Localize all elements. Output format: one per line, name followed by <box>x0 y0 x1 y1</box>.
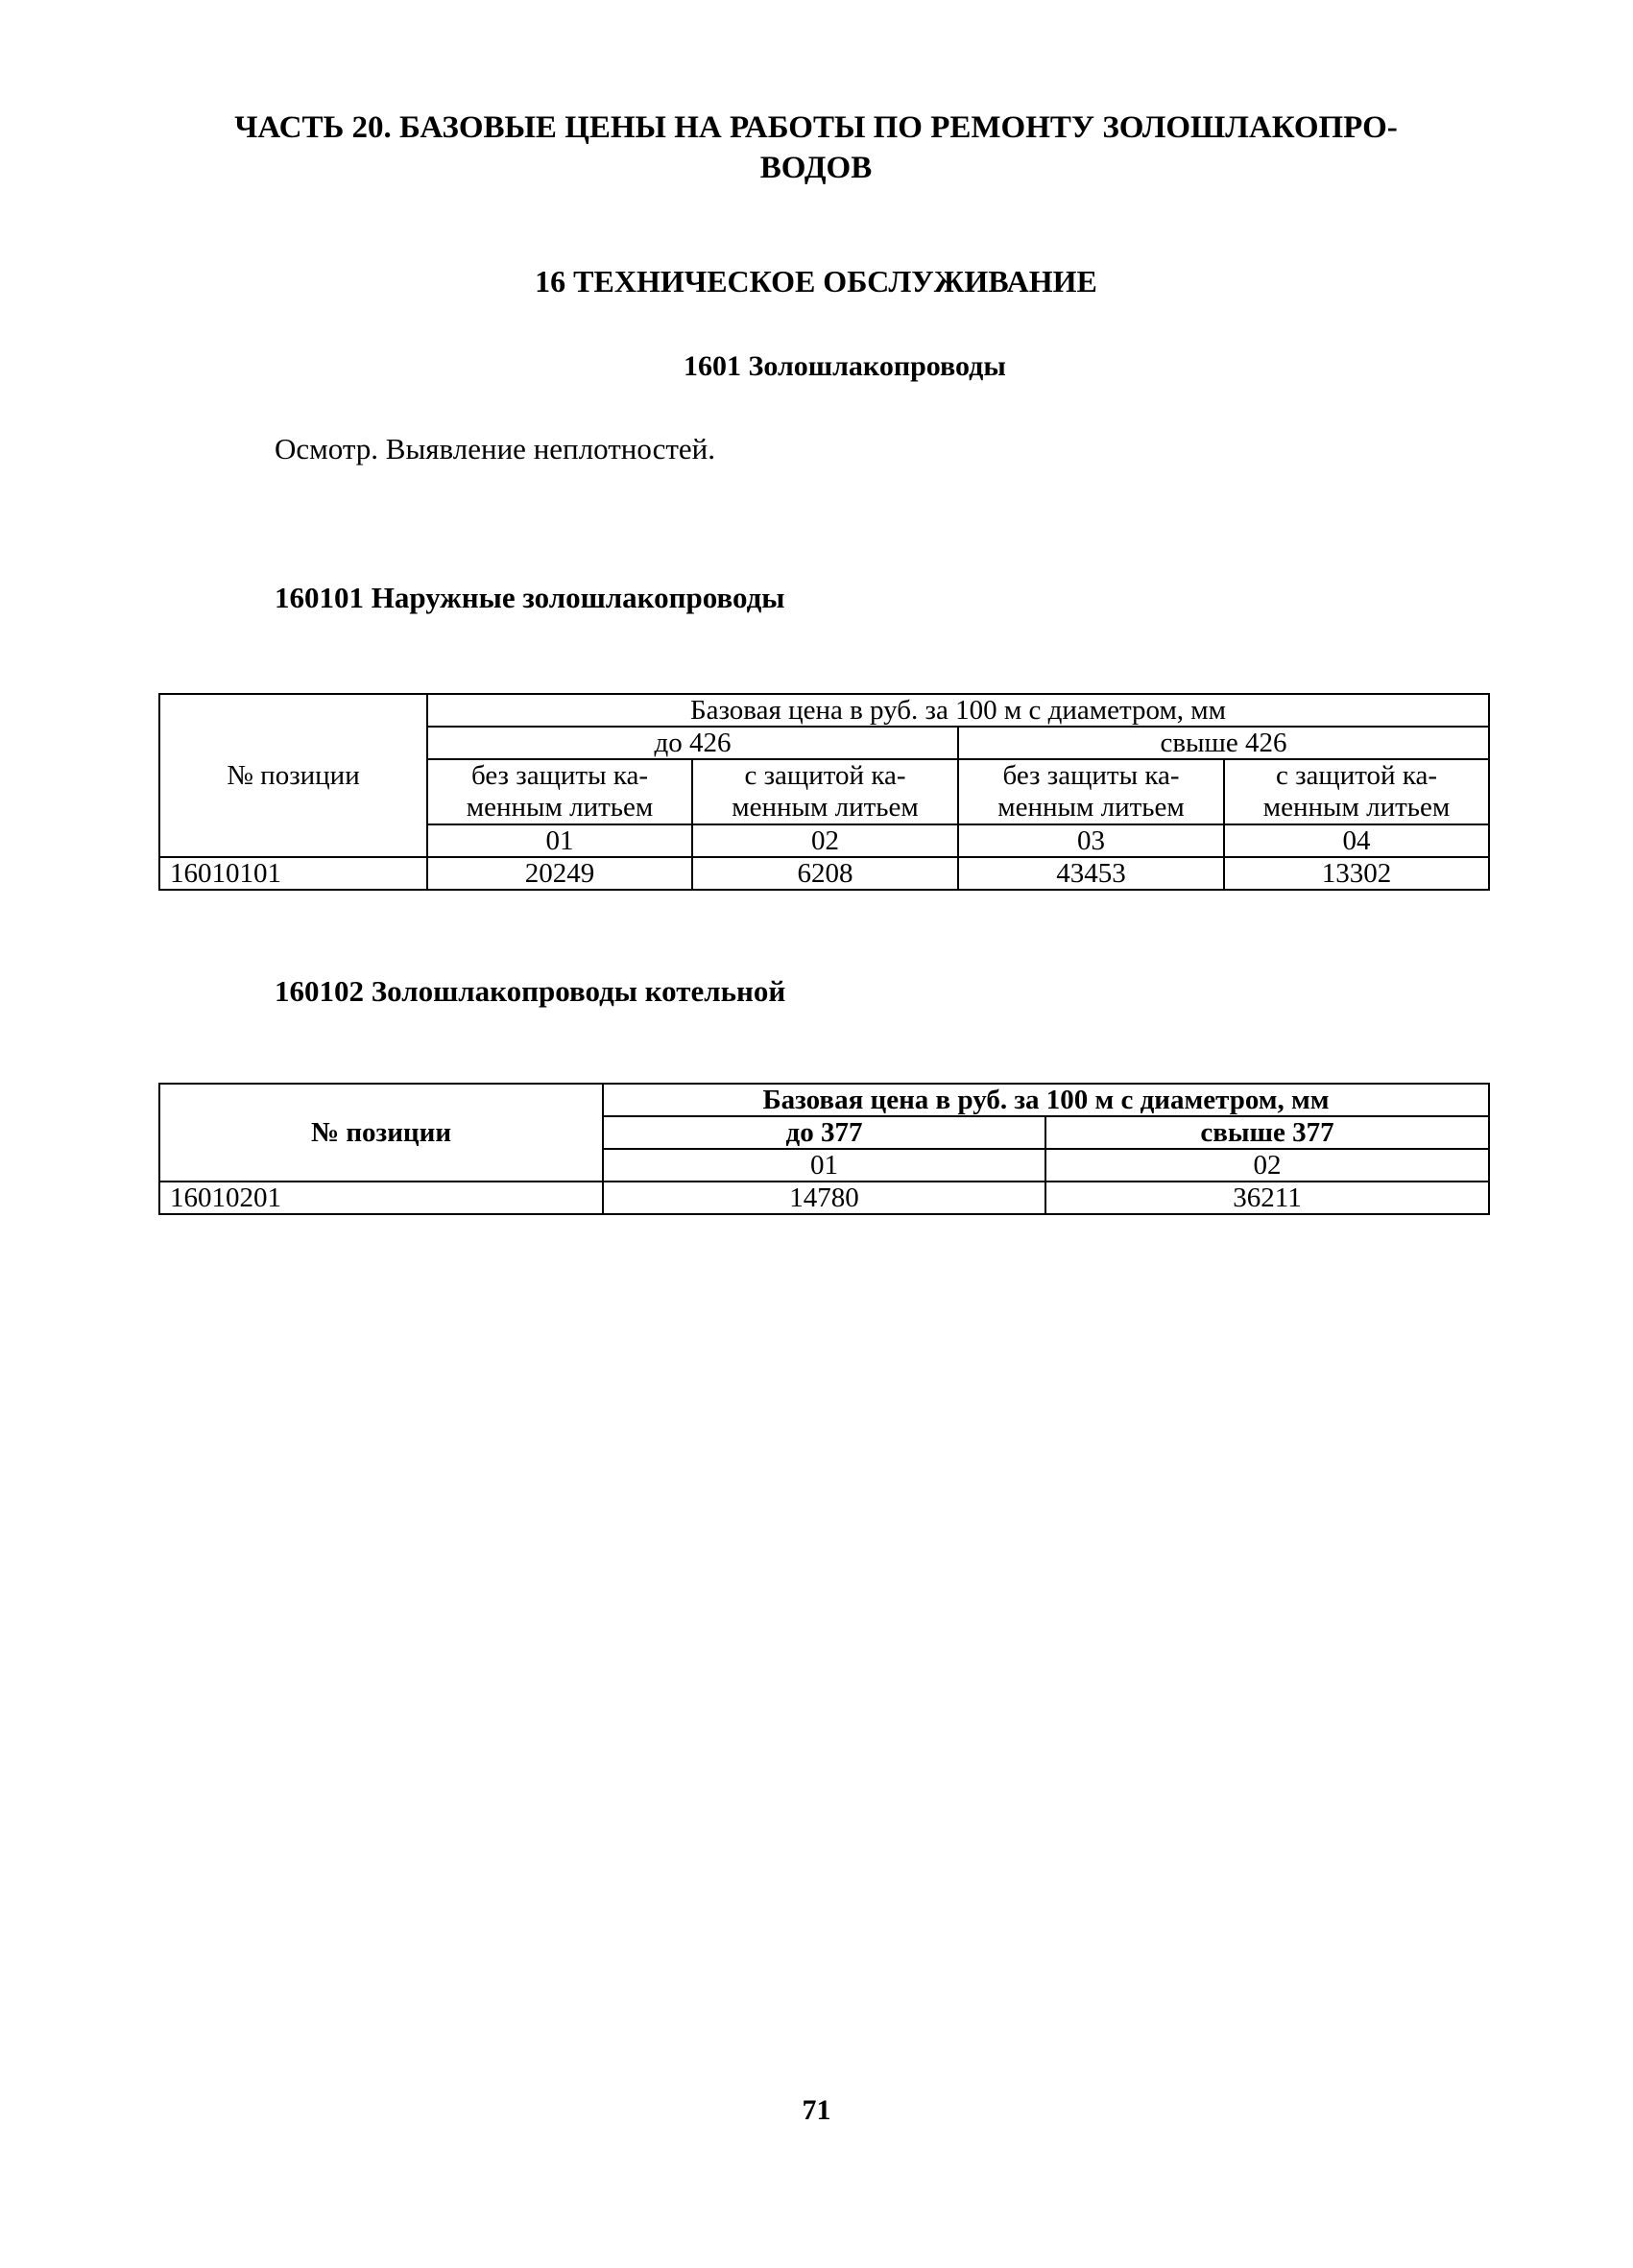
work-description: Осмотр. Выявление неплотностей. <box>275 432 716 466</box>
column-code: 03 <box>958 824 1224 857</box>
section-title: 16 ТЕХНИЧЕСКОЕ ОБСЛУЖИВАНИЕ <box>535 264 1097 298</box>
diameter-group-header: до 377 <box>603 1116 1045 1149</box>
price-value: 6208 <box>692 857 958 890</box>
position-header: № позиции <box>159 1084 603 1182</box>
price-value: 13302 <box>1224 857 1489 890</box>
price-header: Базовая цена в руб. за 100 м с диаметром, мм <box>603 1084 1489 1116</box>
part-title-line-1: ЧАСТЬ 20. БАЗОВЫЕ ЦЕНЫ НА РАБОТЫ ПО РЕМОНТУ ЗОЛОШЛАКОПРО- <box>234 110 1398 145</box>
page-number: 71 <box>802 2094 831 2126</box>
diameter-group-header: свыше 377 <box>1045 1116 1489 1149</box>
price-value: 43453 <box>958 857 1224 890</box>
table-header-row <box>159 694 1489 727</box>
subsection-title: 1601 Золошлакопроводы <box>684 350 1006 382</box>
price-value: 36211 <box>1045 1182 1489 1214</box>
price-table-boiler-pipelines <box>158 1083 1490 1215</box>
column-header: без защиты ка- менным литьем <box>958 759 1224 824</box>
column-code: 01 <box>427 824 692 857</box>
table-header-row <box>159 1084 1489 1116</box>
position-code: 16010201 <box>159 1182 603 1214</box>
table1-title: 160101 Наружные золошлакопроводы <box>275 581 785 614</box>
part-title-line-2: ВОДОВ <box>759 151 873 185</box>
column-header: без защиты ка- менным литьем <box>427 759 692 824</box>
column-code: 04 <box>1224 824 1489 857</box>
table-row <box>159 1182 1489 1214</box>
price-value: 14780 <box>603 1182 1045 1214</box>
column-header: с защитой ка- менным литьем <box>692 759 958 824</box>
position-header: № позиции <box>159 694 427 857</box>
column-code: 02 <box>692 824 958 857</box>
part-title <box>144 107 1488 188</box>
diameter-group-header: свыше 426 <box>958 727 1489 759</box>
column-header: с защитой ка- менным литьем <box>1224 759 1489 824</box>
column-code: 02 <box>1045 1149 1489 1182</box>
price-header: Базовая цена в руб. за 100 м с диаметром, мм <box>427 694 1489 727</box>
table2-title: 160102 Золошлакопроводы котельной <box>275 974 786 1008</box>
position-code: 16010101 <box>159 857 427 890</box>
table-row <box>159 857 1489 890</box>
diameter-group-header: до 426 <box>427 727 958 759</box>
column-code: 01 <box>603 1149 1045 1182</box>
price-table-outer-pipelines <box>158 693 1490 891</box>
price-value: 20249 <box>427 857 692 890</box>
